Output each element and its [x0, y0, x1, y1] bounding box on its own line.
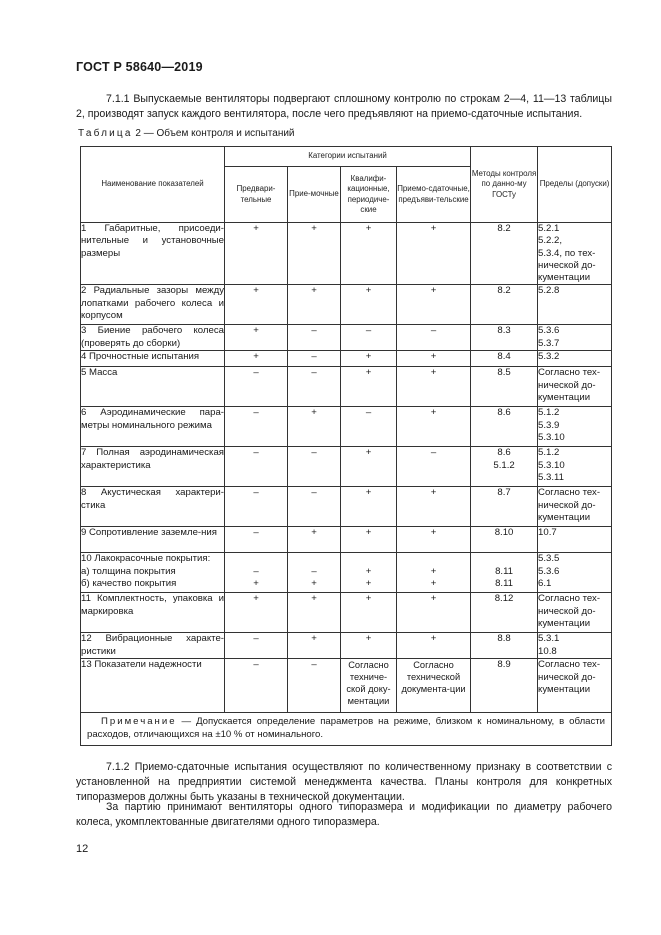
cell-acceptance: + — [288, 407, 341, 447]
cell-delivery: + — [397, 527, 471, 553]
cell-qualification: + — [341, 633, 397, 659]
cell-qualification: – — [341, 325, 397, 351]
table-body — [81, 223, 612, 713]
cell-method: 8.5 — [471, 367, 538, 407]
cell-acceptance: + — [288, 223, 341, 285]
table-row — [81, 553, 612, 593]
cell-qualification: + + — [341, 553, 397, 593]
cell-acceptance: – — [288, 447, 341, 487]
cell-acceptance: + — [288, 633, 341, 659]
table-row — [81, 223, 612, 285]
cell-acceptance: – — [288, 325, 341, 351]
paragraph-batch: За партию принимают вентиляторы одного типоразмера и модификации по диаметру рабочего колеса, укомплектованные двигателями одного типоразмера. — [76, 801, 612, 828]
cell-preliminary: – — [225, 447, 288, 487]
cell-qualification: + — [341, 223, 397, 285]
cell-limits: 5.1.2 5.3.9 5.3.10 — [538, 407, 612, 447]
cell-delivery: + — [397, 633, 471, 659]
cell-limits: Согласно тех-нической до-кументации — [538, 367, 612, 407]
paragraph-7-1-2: 7.1.2 Приемо-сдаточные испытания осуществляют по количественному признаку в соответствии с установленной на предприятии системой менеджмента качества. Планы контроля для конкретных типоразмеров должны быть указаны в технической документации. — [76, 761, 612, 803]
table-row — [81, 487, 612, 527]
cell-preliminary: – — [225, 367, 288, 407]
header-cat-qualification: Квалифи-кационные, периодиче-ские — [341, 167, 397, 223]
cell-acceptance: – + — [288, 553, 341, 593]
header-cat-preliminary: Предвари-тельные — [225, 167, 288, 223]
cell-qualification: Согласно техниче-ской доку-ментации — [341, 659, 397, 713]
cell-method: 8.3 — [471, 325, 538, 351]
table-row — [81, 367, 612, 407]
header-cat-delivery: Приемо-сдаточные, предъяви-тельские — [397, 167, 471, 223]
cell-qualification: + — [341, 487, 397, 527]
table-row — [81, 285, 612, 325]
cell-acceptance: – — [288, 351, 341, 367]
cell-preliminary: + — [225, 325, 288, 351]
document-header: ГОСТ Р 58640—2019 — [76, 60, 203, 74]
cell-method: 8.11 8.11 — [471, 553, 538, 593]
cell-limits: 5.2.1 5.2.2, 5.3.4, по тех-нической до-кументации — [538, 223, 612, 285]
cell-preliminary: – — [225, 527, 288, 553]
table-row — [81, 527, 612, 553]
row-name: 13 Показатели надежности — [81, 659, 225, 713]
table-caption-prefix: Таблица — [78, 128, 133, 139]
cell-limits: 5.2.8 — [538, 285, 612, 325]
cell-qualification: + — [341, 285, 397, 325]
cell-delivery: + — [397, 593, 471, 633]
cell-limits: Согласно тех-нической до-кументации — [538, 659, 612, 713]
cell-preliminary: + — [225, 351, 288, 367]
cell-acceptance: + — [288, 285, 341, 325]
table-row — [81, 351, 612, 367]
cell-limits: Согласно тех-нической до-кументации — [538, 487, 612, 527]
cell-delivery: Согласно технической документа-ции — [397, 659, 471, 713]
table-row — [81, 325, 612, 351]
cell-preliminary: + — [225, 285, 288, 325]
cell-delivery: + — [397, 487, 471, 527]
table-row — [81, 407, 612, 447]
cell-preliminary: – — [225, 633, 288, 659]
cell-qualification: + — [341, 593, 397, 633]
cell-delivery: + + — [397, 553, 471, 593]
cell-qualification: + — [341, 527, 397, 553]
cell-method: 8.6 — [471, 407, 538, 447]
cell-limits: 5.3.2 — [538, 351, 612, 367]
cell-acceptance: – — [288, 487, 341, 527]
header-categories: Категории испытаний — [225, 147, 471, 167]
row-name: 10 Лакокрасочные покрытия: а) толщина покрытия б) качество покрытия — [81, 553, 225, 593]
cell-preliminary: + — [225, 223, 288, 285]
row-name: 6 Аэродинамические пара-метры номинального режима — [81, 407, 225, 447]
cell-limits: 10.7 — [538, 527, 612, 553]
intro-paragraph: 7.1.1 Выпускаемые вентиляторы подвергают сплошному контролю по строкам 2—4, 11—13 таблицы 2, производят запуск каждого вентилятора, после чего предъявляют на приемо-сдаточные испытания. — [76, 93, 612, 120]
cell-delivery: + — [397, 407, 471, 447]
table-note-prefix: Примечание — [101, 716, 177, 728]
cell-delivery: + — [397, 285, 471, 325]
header-methods: Методы контроля по данно-му ГОСТу — [471, 147, 538, 223]
row-name: 9 Сопротивление заземле-ния — [81, 527, 225, 553]
cell-preliminary: – + — [225, 553, 288, 593]
cell-method: 8.10 — [471, 527, 538, 553]
cell-delivery: + — [397, 223, 471, 285]
cell-preliminary: – — [225, 659, 288, 713]
cell-limits: 5.1.2 5.3.10 5.3.11 — [538, 447, 612, 487]
row-name: 2 Радиальные зазоры между лопатками рабочего колеса и корпусом — [81, 285, 225, 325]
cell-method: 8.12 — [471, 593, 538, 633]
cell-limits: 5.3.1 10.8 — [538, 633, 612, 659]
table-row — [81, 659, 612, 713]
row-name: 3 Биение рабочего колеса (проверять до сборки) — [81, 325, 225, 351]
row-name: 1 Габаритные, присоеди-нительные и установочные размеры — [81, 223, 225, 285]
table-note-text: — Допускается определение параметров на режиме, близком к номинальному, в области расходов, отличающихся на ±10 % от номинального. — [87, 716, 606, 740]
cell-preliminary: – — [225, 487, 288, 527]
cell-method: 8.2 — [471, 223, 538, 285]
table-row — [81, 633, 612, 659]
cell-method: 8.7 — [471, 487, 538, 527]
cell-preliminary: + — [225, 593, 288, 633]
table-caption — [78, 128, 295, 139]
header-limits: Пределы (допуски) — [538, 147, 612, 223]
cell-delivery: – — [397, 447, 471, 487]
cell-method: 8.8 — [471, 633, 538, 659]
cell-acceptance: – — [288, 659, 341, 713]
cell-delivery: + — [397, 351, 471, 367]
row-name: 11 Комплектность, упаковка и маркировка — [81, 593, 225, 633]
page-number: 12 — [76, 843, 89, 855]
row-name: 7 Полная аэродинамическая характеристика — [81, 447, 225, 487]
cell-method: 8.6 5.1.2 — [471, 447, 538, 487]
row-name: 8 Акустическая характери-стика — [81, 487, 225, 527]
table-row — [81, 593, 612, 633]
cell-delivery: + — [397, 367, 471, 407]
cell-acceptance: + — [288, 593, 341, 633]
header-cat-acceptance: Прие-мочные — [288, 167, 341, 223]
cell-qualification: + — [341, 351, 397, 367]
row-name: 4 Прочностные испытания — [81, 351, 225, 367]
cell-limits: 5.3.6 5.3.7 — [538, 325, 612, 351]
cell-acceptance: + — [288, 527, 341, 553]
cell-qualification: + — [341, 367, 397, 407]
cell-method: 8.4 — [471, 351, 538, 367]
inspection-table — [80, 146, 612, 746]
table-row — [81, 447, 612, 487]
cell-method: 8.9 — [471, 659, 538, 713]
cell-limits: 5.3.5 5.3.6 6.1 — [538, 553, 612, 593]
cell-qualification: – — [341, 407, 397, 447]
cell-acceptance: – — [288, 367, 341, 407]
row-name: 5 Масса — [81, 367, 225, 407]
row-name: 12 Вибрационные характе-ристики — [81, 633, 225, 659]
table-note — [81, 713, 612, 746]
cell-delivery: – — [397, 325, 471, 351]
cell-limits: Согласно тех-нической до-кументации — [538, 593, 612, 633]
header-name: Наименование показателей — [81, 147, 225, 223]
cell-preliminary: – — [225, 407, 288, 447]
cell-method: 8.2 — [471, 285, 538, 325]
cell-qualification: + — [341, 447, 397, 487]
table-caption-text: 2 — Объем контроля и испытаний — [135, 128, 295, 139]
